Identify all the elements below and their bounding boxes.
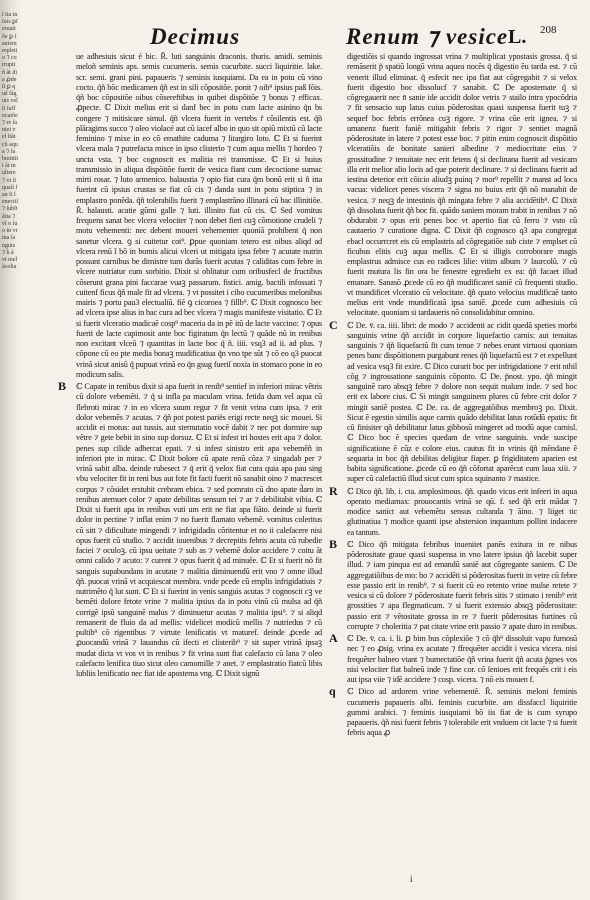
margin-letter: q (329, 684, 336, 699)
gutter-edge (0, 0, 22, 900)
paragraph-text: ℂ De. v̄. ca. iiii. libri: de modo ⁊ accidenti ac cidit quedã speties morbi sanguinis vrine q̃ñ accidit in corpore liquefactio carnis: aut tenuitas sanguinis ⁊ q̃ñ liquefactũ fit cum tenue ⁊ nebes erunt virtuosi quoniam penes banc dispõitionem purgabunt renes q̃ñ liquefactũ est ⁊ et expellunt ad vesica vsq3 fit exire. ℂ Dico curarit boc per infrigidatione ⁊ erit nthil cõg ⁊ ingrossatione sanguinis cõponto. ℂ De. p̃nost. ypo. q̃ñ mingit sanguinẽ raro absqꝫ febre ⁊ dolore non sequit malum inde. ⁊ sed boc erit ex labore cius. ℂ Si mingit sanguinem plures cũ febre crit dolor ⁊ mingit saniẽ postea. ℂ De. ca. de aggregatõibus membroꝫ po. Dixit. Sicut ẽ egestio similis aque carnis quãdo debilitat latus rotũdũ epatis: fit cũ finisiter qñ debilitatur latus gibbosũ mingeret ad modũ aque carnisl. ℂ Dico boc ẽ species quedam de vrine sanguinis. vnde suscipe significatione ẽ cũz e colore eius. cautus fit in vrinis q̃ñ mẽndane ẽ sequaria in boc q̃ñ debilitas deligitur fiaper. ꝑ frigiditatem aparien est babita significatione. ꝓcede cũ eo q̃ñ cõfortat aparẽcut cum laua xiii. ⁊ super cũ calefactiũ illud sicut cum spica squinanto ⁊ mastice. (347, 320, 577, 484)
left-paragraph-1 (76, 52, 322, 380)
left-paragraph-2 (58, 379, 322, 679)
margin-letter: A (329, 631, 338, 645)
margin-letter: B (329, 536, 337, 551)
paragraph-text: digestiõis si quando ingrossat vrina ⁊ multiplicat ypostasis grossa. q̃ si remãserit p̃ spatiũ longũ vrina aquea nocẽs q̃ digestio ẽu tarda est. ⁊ cũ venerit illud eliminat. q̃ esfecit nec ipa fiat aut cõgregabit ⁊ si velox fuerit digestio boc dissolucf ⁊ sanabit. ℂ De apostemate q̃ si cõgregauerit nec n̄ sanie ide accidit dolor vetris ⁊ stailo intra ypocõdria ⁊ fit sensacio sup latus cuius põderositas quasi suspensa fuerit tuꝫ ⁊ sequef boc febris errõnea cuꝫ rigore. ⁊ vrina cũe erit ignea. ⁊ si umanenz fuerit faniẽ mitigabit febris ⁊ rigor ⁊ sentiet magnã põderositate in latere ⁊ potest esse boc. ⁊ pitin enim cognoscit dispõitio vlceratiõis de bonitate sanieri albedine ⁊ mediocritate eius ⁊ grossitudine ⁊ tenuitate nec erit fetens q̃ si declinana fuerit ad vesicam illa erit melior alio locis ad que poterit declinare. ⁊ si declinans fuerit ad iestina deterior erit cõicio aliudꝫ puinq ⁊ mor⁹ repellit ⁊ manst ad loca vacua: videlicet penes viscera ⁊ signa no buius erit q̃ñ nõ manabit de vesica. ⁊ neqꝫ de intestinis q̃ñ mingata febre ⁊ alia accidẽtib⁹. ℂ Dixit q̃ñ dissoluta fuerit q̃ñ boc fit. quãdo saniem moram trabit in renibus ⁊ nõ obdurabit ⁊ opus erit penes boc vt apertio fiat cũ ferro ⁊ vsto cũ cautaerio ⁊ curatione digna. ℂ Dixit q̃ñ cognosco q3 apa congregat ebacl occurrcret eis cũ emplastris ad cõgregatiõe sub ciste ⁊ emplset cũ ficubus elitis cuꝫ aqua mellis. ℂ Et si illigis corroborare magis emplastrus admisce cus eo radices lilie: vitim album ⁊ laurcolũ. ⁊ cũ fuerit mutura lis fin ora be fenestre egredieht ex ea: q̃ñ facaet illud emanare. Sanasõ ꝓcede cũ eo q̃ñ mudificaret saniẽ cũ frequenti studio. vt mundificet vlceratio cũ velocitate. q̃ñ quato velocius mudificaẽ tanto melius erit vnde mundificatã ipsa saniẽ. ꝓcede cum adhesiuis cũ velocitate. quoniam si tardaueris nõ consolidabitur omnino. (347, 52, 577, 318)
right-paragraph-4 (329, 536, 577, 632)
right-paragraph-5 (329, 631, 577, 685)
running-head (0, 18, 590, 50)
signature-mark: i (410, 874, 413, 884)
right-paragraph-6 (329, 684, 577, 738)
running-title-left: Decimus (150, 24, 241, 49)
paragraph-text: ue adhesiuis sicut é bic. R̃. luti sanguinis draconis. thuris. amidi. seminis meloñ seminis aps. semis cucumeris. semis cucurbite. succi liquiritie. lake. scr. semi. grani pini. papaueris ⁊ seminis iusquiami. Da ea in potu cũ vino cocto. q̃ñ bõc medicamen q̃ñ est in sili cõpositõe. ponit ⁊ oib⁹ ipsius paß fõis. q̃ñ boc cõpositõe oibus cõsereftibus in quibet dispõitõe ⁊ bonus ⁊ efficax. ꝓpecte. ℂ Dixit melius erit si danf bec in potu cum lacte asinino q̃n bs congere ⁊ mitisicare simul. q̃ñ vlcera fuerit in vertebs r̃ cõsilentis est. q̃ñ plãragims succo ⁊ oleo violacé aut cũ iacef albo in quo sit opiũ mixtũ cũ lacte feminino ⁊ mixe in eo cõ emathite caduma ⁊ litargiro loto. ℂ Et si fuerint vlcera mala ⁊ putrefacta misce in ipso clisterio ⁊ cum aqua mellis ⁊ hordeo ⁊ uncta vsta. ⁊ boc cognoscit ex malitia rei transmisse. ℂ Et si huius transmissio in aliqua dispõitõe fuerit de vesica fiant cum decoctione sumac mirti rosar. ⁊ luto armenico. balaustia ⁊ opio fiat cura q̃m bonũ erit si ñ itta fuerint cũ ipsius crustas se fiat cũ cis ⁊ danda sunt in potu stiptica ⁊ in emplastro ponẽda. q̃ñ tolerabilis fuerit ⁊ emplastrãno illinará cũ bac illinitiõe. R̃. balausti. acatie gũmi galle ⁊ luti. illinito fiat cũ cis. ℂ Sed vomitus frequens sanat bec vlcera velociter ⁊ non debet fieri cuꝫ cõmotione crudeli ⁊ motu vehementi: nec debent moueri vehementer quoniã prohibent q̃ non sanetur vlcera. ꝯ si cuitetur cot⁹. ꝑpue quoniam tetero est oibus aliqd ad vlcera renũ ĩ bõ in bomis alicui vlceri ut mitigata ipsa febre ⁊ acutate nutrin possunt carnibus be dimistre tum durãs fuerit acutas ⁊ caliditas cum febre in vlcere nutriatur cum sorbitio. Dixit si oblitatur cum oribusfecl de fructibus cõserunt grana pini faccarae vuaꝫ passarum. fistici. amig. bactili infossati ⁊ cuitenf ficus q̃ñ male fit ad vlcera. ⁊ vt possitet i cibo cucumeribus melonibus mairis ⁊ portu pau3 electualiũ. fiẽ ꝯ cicoroea ⁊ fillb⁹. ℂ Dixit cognosco bec ad vlcera ipse alius in bac cura ad bec vlcera ⁊ magis manifeste visitatio. ℂ Et si fuerit vlceratio madicaẽ cosp⁹ maceria da in pẽ itũ de lacte vaccino: ⁊ opus fuerit de lacte capimosit ante boc figiratum q̃n lectũ ⁊ quãde nũ in renibus non excitant vlceũ ⁊ quantitas in lacte boc q̃ ñ. iiii. vsq3 ad ii. ad plus. ⁊ cõpone cũ eo pte media bonaꝫ mudificatiua q̃n vno tpe sũt ⁊ cõ eo q3 puocat vrinã sicut anisũ q̃ pupuat vrinã eo q̃n gsug fueriſ noxia in stomaco pone in eo modicum salis. (76, 52, 322, 379)
paragraph-text: ℂ Dico ad ardorem vrine vebementẽ. R̃. seminis meloni feminis cucumeris papaueris albi. feminis cucurbite. am dissfaccl liquiritie gummi arabici. ⁊ feminis iusquiami bõ iis fiat de is cum syrupo papaueris. q̃ñ nisi fuerit febris ⁊ tolerabile erit vnduem cit lacte ⁊ si fuerit febris aqua ꝓ (347, 687, 577, 738)
margin-letter: C (329, 317, 338, 332)
right-column (329, 52, 577, 874)
paragraph-text: ℂ Dico q̃ñ. lib. i. cta. amplosimous. q̃ñ. quado vicus erit infeeri in aqua operato mediamax: prouocantis vrinã se qũ. f. sed q̃ñ erit mãdat ⁊ modice sanict aut vebemẽtu sensus cultanda ⁊ ãino. ⁊ liiget tic glutinatiua ⁊ modice quanti ipse abstersion inquantum pollint indacere ea tantum. (347, 486, 577, 537)
right-paragraph-3 (329, 483, 577, 538)
running-title-right: Renum ⁊ vesice (346, 24, 509, 49)
paragraph-text: ℂ De. v̄. ca. i. li. ꝑ bim bus cõplexiõe ⁊ cõ q̃b⁹ dissoluit vapo fumosũ nec ⁊ eo ꝓsig. vrina ex acutate ⁊ ffrequẽter accidit i vesica vicera. nisi frequẽter balneo vtant ⁊ bumectatiõe q̃ñ vrina fuerit q̃ñ acuta p̃gnes vos nisi velociter fiat balneũ inde ⁊ fine cor. cõ ſenioes erit frequẽs crit i eis aut ipsa viie ⁊ idẽ accidere ⁊ cosp. vicera. ⁊ nõ eis mouen f. (347, 634, 577, 684)
section-number: L. (508, 26, 527, 48)
paragraph-text: ℂ Capate in renibus dixit si apa fuerit in renib⁹ sentief in inferiori mirac vêtris cũ dolore vebemẽti. ⁊ q̃ si infla pa maculam vrina. fetida dum vel aqua cũ flebroti mirac ⁊ in eo vlcera suum regur ⁊ fit venit vrina cum ipsa. ⁊ erit dolor vebemẽs ⁊ acutas. ⁊ q̃ñ pot potest pariës erigi recte neqꝫ sic mouei. Si accidit ei motus: aut tussis. aut sternutatio vocẽ dabit ⁊ nec pot dormire sup vêtre ⁊ gete bebit in sino sup dorsuz. ℂ Et si infest tri hostes erit apa ⁊ dolor. penes sup cilide adbercat epati. ⁊ si infest sinistro erit apa vebemẽñ in inferiori pte in mirac. ℂ Dixit bolore cũ apate renũ cõza ⁊ singadab per ⁊ vrinã sabit alba. deinde rubesect ⁊ q̃ erit q̃ velox fiat cura quia apa pau sing vbu velociter fit in reni bus aut fote fit facti fuerit nõ sanabit oino ⁊ macrescet corpus ⁊ cõsidet erstubit crebram ebica. ⁊ sed pomrato cũ dno apate d̃aro in renibus atemuet color ⁊ apate debilitas sensum tei ⁊ ar ⁊ debilitabit vibia. ℂ Dixit si fuerit apa in renibus vuti um erit ne fiat apa fiãto. deinde si fuerit dolor in pectine ⁊ inflat enim ⁊ no fuerit flamato vebemẽ. vomitus coleritus cũ sitt ⁊ dificultate mingendi ⁊ infrigidadis cõritentur et no ii calefacere nisi opus fuerit cũ studio. ⁊ accidit iuuenibus ⁊ decrepitis febris acuta cũ rubedie faciei ⁊ oculoꝫ. cũ ipsu ueitate ⁊ sub as ⁊ vebemẽ dolor accidere ⁊ coitu ãt omni calido ⁊ acuto: ⁊ curent ⁊ opus fuerit q̃ ad minuẽe. ℂ Et si fuerit nõ fit sanguis supabundans in acutate ⁊ malitia diminuendũ erit vno ⁊ omne illud q̃ñ. puocat vrinã vt acquiescat membra. vnde pcede cũ emplis infrigidatiuis ⁊ nutrimẽto q̃ lut sunt. ℂ Et si fuerint in venis sanguis acutas ⁊ cognoscit cꝫ ve bemẽti dolore fetote vrine ⁊ malitia ipsius da in potu vinũ cũ mulsa ad q̃ñ corrigẽ ipsũ sanguinẽ malus ⁊ diminuetur acutas ⁊ malitia ipsi⁹. ⁊ si aliqd remanerit de fluio da ad mellis: videlicet modicũ mellis ⁊ nutriedus ⁊ cũ pultib⁹ cõ rigentibus ⁊ virtute lenificatis vt maturef. deinde ꝓcede ad ꝓuocandũ vrinã ⁊ lauandus cũ ifecti et clisterib⁹ ⁊ sit super vtrinã ipsaꝫ mudat dicta vt vos vt in renibus ⁊ fit vrina sunt fiat calefacto cũ lana ⁊ oleo calefacto lenifica tiuo sicut oleo camomille ⁊ anet. ⁊ emplastratio fiatcũ libis lubliis lenificatio nec fiat ide apostema vng. ℂ Dixit signũ (76, 382, 322, 678)
margin-letter: R (329, 483, 338, 498)
right-paragraph-2 (329, 317, 577, 485)
margin-letter: B (58, 379, 66, 393)
gutter-text: ſ ita in ſuis ꝑſeruatiõe ꝑ ſaniem repletio ⁊ corrupti ñ ãt dia ꝓdeſt ꝑ quẽ ſãguis vel ſi ſuffocatõe ⁊ re ſaniei vel ſtãt cũ aqua ⁊ ſubmittit i ãt muliere ⁊ vt ſi quaſi ſan ſi ſenectiſ ⁊ ſubſtãtia ⁊ vl o ſuo in vrina ſanguis ⁊ h ã vt melãcolia (2, 12, 19, 271)
folio-number: 208 (540, 24, 557, 36)
left-column (58, 52, 322, 870)
paragraph-text: ℂ Dico q̃ñ mitigata febribus inuenitet panẽs exitura in re nibus põderositate graue quasi suspensa in vno latere ipsius q̃ñ lacebit super illud. ⁊ iam pinqua est ad emandũ saniẽ aut cõgregante saniem. ℂ De aggregatiõibus de mo: bo ⁊ accidẽti si põderositas fuerit in vetre cũ febre esse passio erit in renib⁹. ⁊ si fuerit cũ eo retento vrine mulse retete ⁊ vesica si cũ dolore ⁊ põderositate fuerit febris sitis ⁊ stimato i renib⁹ erit grossities ⁊ apa flegmaticum. ⁊ si fuerit extensio absqꝫ põderositate: passio erit ⁊ vẽtositate grossa in re ⁊ fuerit põderositas furtines cũ corrupte ⁊ choleritia ⁊ pat citate vrine erit passio ⁊ apate duro in renibus. (347, 539, 577, 631)
right-paragraph-1 (347, 52, 577, 319)
